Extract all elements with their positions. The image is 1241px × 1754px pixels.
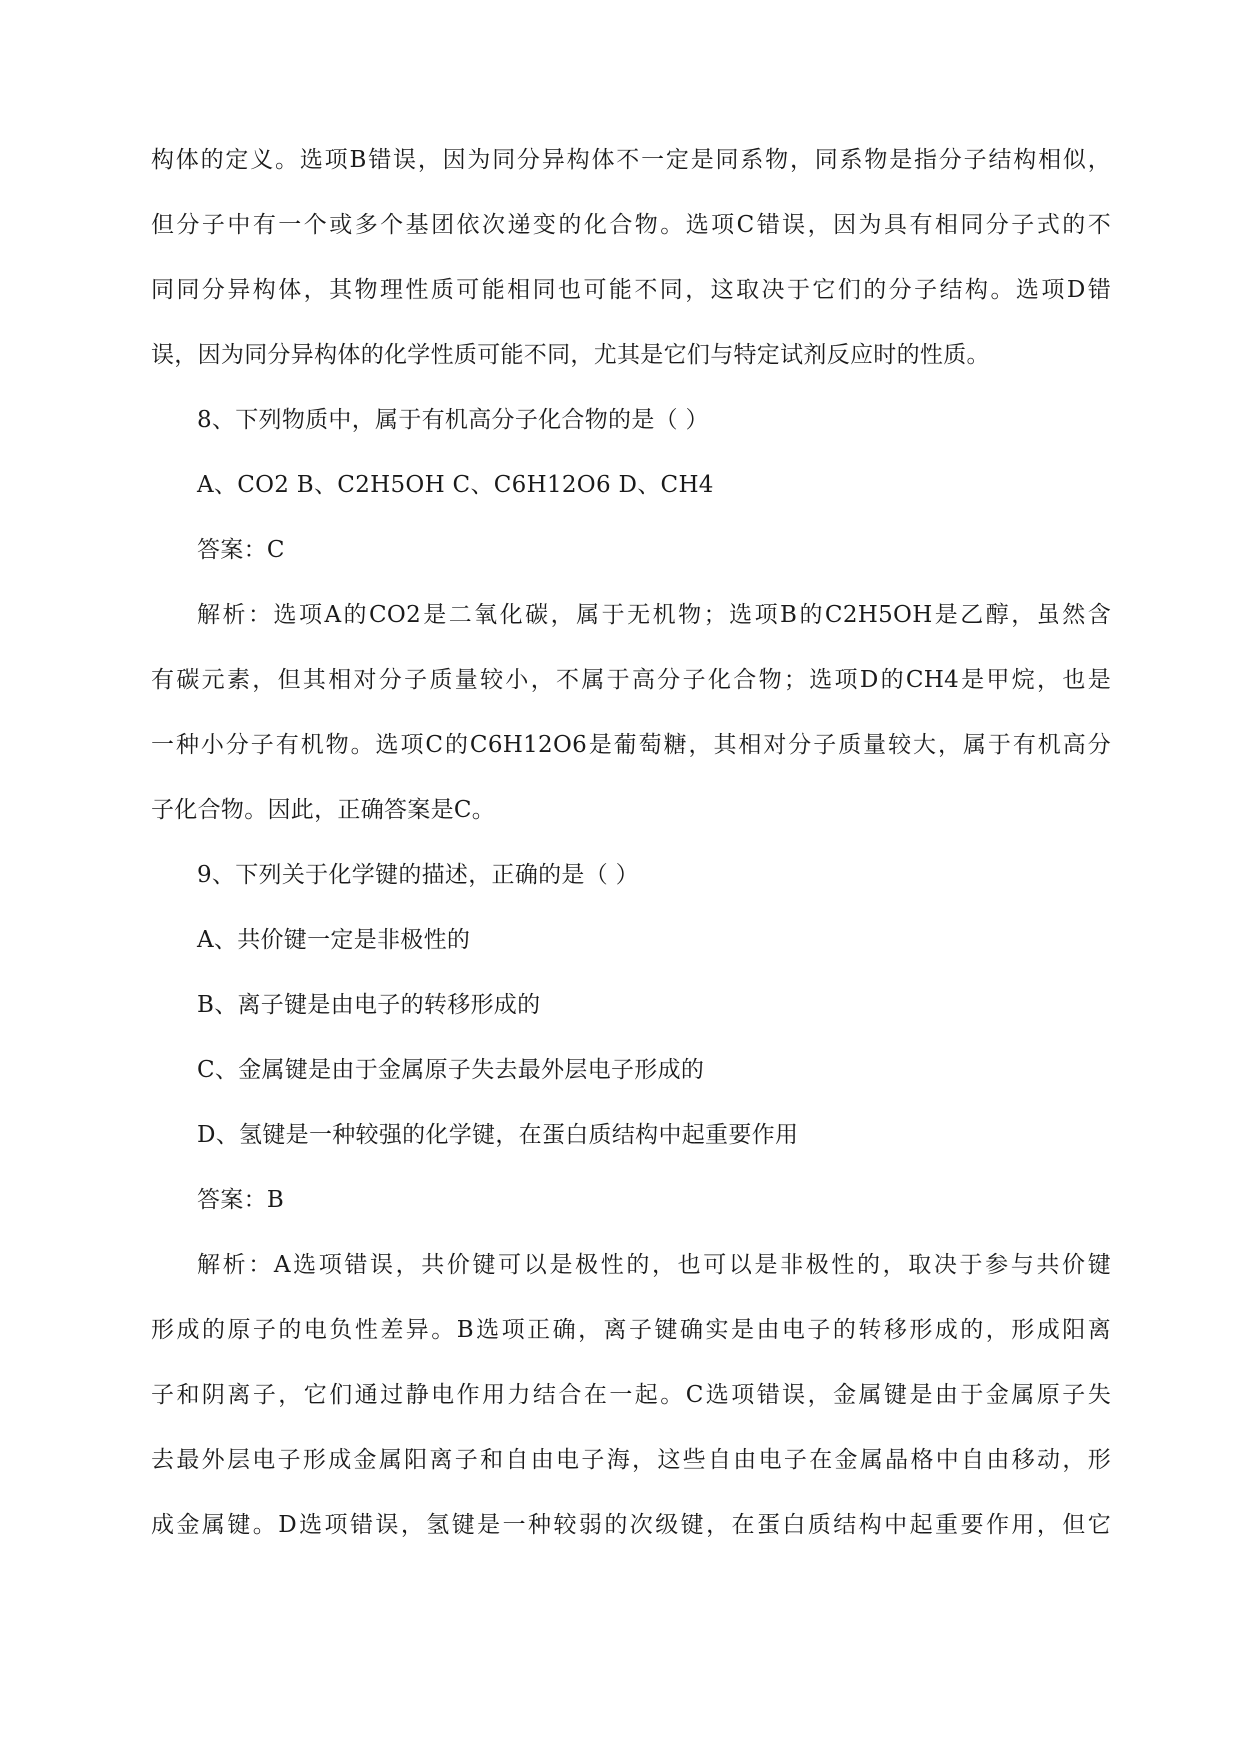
document-body <box>151 140 1111 1570</box>
analysis-line: 子化合物。因此，正确答案是C。 <box>151 797 496 823</box>
answer-line: 答案：B <box>197 1187 285 1213</box>
text-line: 构体的定义。选项B错误，因为同分异构体不一定是同系物，同系物是指分子结构相似， <box>151 147 1111 173</box>
option-c: C、金属键是由于金属原子失去最外层电子形成的 <box>197 1057 705 1083</box>
analysis-line: 形成的原子的电负性差异。B选项正确，离子键确实是由电子的转移形成的，形成阳离 <box>151 1317 1111 1343</box>
question-stem: 8、下列物质中，属于有机高分子化合物的是（ ） <box>197 407 709 433</box>
option-d: D、氢键是一种较强的化学键，在蛋白质结构中起重要作用 <box>197 1122 799 1148</box>
analysis-line: 去最外层电子形成金属阳离子和自由电子海，这些自由电子在金属晶格中自由移动，形 <box>151 1447 1111 1473</box>
option-b: B、离子键是由电子的转移形成的 <box>197 992 541 1018</box>
analysis-line: 解析：选项A的CO2是二氧化碳，属于无机物；选项B的C2H5OH是乙醇，虽然含 <box>197 602 1111 628</box>
text-line: 同同分异构体，其物理性质可能相同也可能不同，这取决于它们的分子结构。选项D错 <box>151 277 1111 303</box>
analysis-line: 有碳元素，但其相对分子质量较小，不属于高分子化合物；选项D的CH4是甲烷，也是 <box>151 667 1111 693</box>
analysis-line: 一种小分子有机物。选项C的C6H12O6是葡萄糖，其相对分子质量较大，属于有机高分 <box>151 732 1111 758</box>
analysis-line: 成金属键。D选项错误，氢键是一种较弱的次级键，在蛋白质结构中起重要作用，但它 <box>151 1512 1111 1538</box>
option-a: A、共价键一定是非极性的 <box>197 927 471 953</box>
analysis-line: 子和阴离子，它们通过静电作用力结合在一起。C选项错误，金属键是由于金属原子失 <box>151 1382 1111 1408</box>
question-stem: 9、下列关于化学键的描述，正确的是（ ） <box>197 862 639 888</box>
question-options: A、CO2 B、C2H5OH C、C6H12O6 D、CH4 <box>197 472 714 498</box>
text-line: 但分子中有一个或多个基团依次递变的化合物。选项C错误，因为具有相同分子式的不 <box>151 212 1111 238</box>
text-line: 误，因为同分异构体的化学性质可能不同，尤其是它们与特定试剂反应时的性质。 <box>151 342 990 368</box>
analysis-line: 解析：A选项错误，共价键可以是极性的，也可以是非极性的，取决于参与共价键 <box>197 1252 1111 1278</box>
answer-line: 答案：C <box>197 537 285 563</box>
